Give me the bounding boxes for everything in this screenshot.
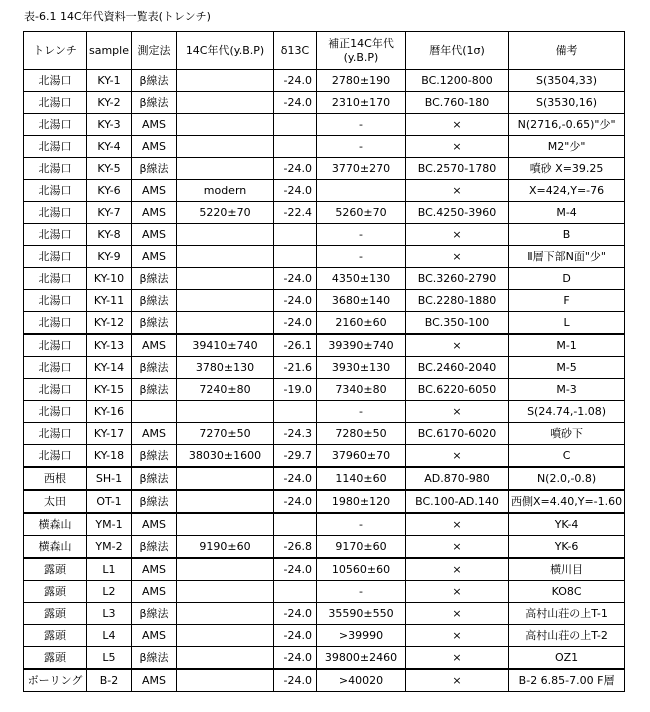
- cell-remarks: N(2.0,-0.8): [509, 467, 625, 490]
- cell-calendar: BC.6170-6020: [406, 423, 509, 445]
- cell-corrected: 39390±740: [317, 334, 406, 357]
- cell-age: [177, 158, 274, 180]
- cell-remarks: X=424,Y=-76: [509, 180, 625, 202]
- cell-delta: [274, 114, 317, 136]
- cell-calendar: ×: [406, 536, 509, 559]
- cell-sample: KY-10: [87, 268, 132, 290]
- cell-age: [177, 647, 274, 670]
- cell-sample: KY-4: [87, 136, 132, 158]
- cell-method: AMS: [132, 669, 177, 692]
- cell-corrected: 9170±60: [317, 536, 406, 559]
- cell-remarks: C: [509, 445, 625, 468]
- cell-delta: -24.0: [274, 603, 317, 625]
- cell-delta: -19.0: [274, 379, 317, 401]
- cell-sample: L5: [87, 647, 132, 670]
- cell-method: AMS: [132, 246, 177, 268]
- cell-corrected: 7280±50: [317, 423, 406, 445]
- cell-remarks: S(3504,33): [509, 70, 625, 92]
- cell-age: [177, 669, 274, 692]
- cell-delta: [274, 581, 317, 603]
- cell-corrected: 2780±190: [317, 70, 406, 92]
- cell-sample: KY-13: [87, 334, 132, 357]
- cell-corrected: 1980±120: [317, 490, 406, 513]
- cell-delta: -24.0: [274, 647, 317, 670]
- cell-remarks: KO8C: [509, 581, 625, 603]
- header-method: 測定法: [132, 32, 177, 70]
- table-row: [24, 603, 625, 625]
- cell-calendar: BC.2280-1880: [406, 290, 509, 312]
- cell-trench: ボーリング: [24, 669, 87, 692]
- header-delta: δ13C: [274, 32, 317, 70]
- cell-age: 7270±50: [177, 423, 274, 445]
- cell-trench: 北湯口: [24, 202, 87, 224]
- cell-delta: -22.4: [274, 202, 317, 224]
- cell-age: [177, 513, 274, 536]
- cell-calendar: BC.2460-2040: [406, 357, 509, 379]
- cell-method: β線法: [132, 536, 177, 559]
- cell-method: AMS: [132, 334, 177, 357]
- cell-corrected: [317, 180, 406, 202]
- cell-delta: [274, 513, 317, 536]
- cell-calendar: BC.1200-800: [406, 70, 509, 92]
- cell-age: 9190±60: [177, 536, 274, 559]
- cell-age: [177, 625, 274, 647]
- cell-delta: -26.8: [274, 536, 317, 559]
- table-row: [24, 625, 625, 647]
- header-row: [24, 32, 625, 70]
- cell-delta: -26.1: [274, 334, 317, 357]
- cell-sample: KY-16: [87, 401, 132, 423]
- cell-trench: 太田: [24, 490, 87, 513]
- cell-remarks: 横川目: [509, 558, 625, 581]
- cell-age: modern: [177, 180, 274, 202]
- cell-delta: -24.0: [274, 70, 317, 92]
- cell-remarks: M-5: [509, 357, 625, 379]
- header-sample: sample: [87, 32, 132, 70]
- cell-remarks: OZ1: [509, 647, 625, 670]
- cell-method: β線法: [132, 92, 177, 114]
- table-row: [24, 357, 625, 379]
- cell-calendar: AD.870-980: [406, 467, 509, 490]
- cell-trench: 北湯口: [24, 290, 87, 312]
- cell-sample: KY-17: [87, 423, 132, 445]
- table-row: [24, 423, 625, 445]
- table-row: [24, 536, 625, 559]
- cell-calendar: ×: [406, 136, 509, 158]
- cell-corrected: 10560±60: [317, 558, 406, 581]
- cell-age: [177, 401, 274, 423]
- cell-remarks: M2"少": [509, 136, 625, 158]
- cell-sample: KY-14: [87, 357, 132, 379]
- cell-delta: [274, 246, 317, 268]
- cell-calendar: ×: [406, 334, 509, 357]
- cell-calendar: BC.4250-3960: [406, 202, 509, 224]
- cell-delta: -24.0: [274, 268, 317, 290]
- cell-method: AMS: [132, 558, 177, 581]
- table-row: [24, 202, 625, 224]
- table-row: [24, 92, 625, 114]
- cell-sample: KY-1: [87, 70, 132, 92]
- cell-sample: KY-11: [87, 290, 132, 312]
- table-row: [24, 136, 625, 158]
- cell-age: [177, 558, 274, 581]
- cell-delta: -24.0: [274, 669, 317, 692]
- cell-remarks: 西側X=4.40,Y=-1.60: [509, 490, 625, 513]
- cell-trench: 露頭: [24, 581, 87, 603]
- cell-remarks: Ⅱ層下部N面"少": [509, 246, 625, 268]
- cell-delta: -21.6: [274, 357, 317, 379]
- cell-method: AMS: [132, 513, 177, 536]
- cell-calendar: ×: [406, 513, 509, 536]
- header-trench: トレンチ: [24, 32, 87, 70]
- cell-age: [177, 467, 274, 490]
- cell-calendar: ×: [406, 669, 509, 692]
- cell-corrected: 39800±2460: [317, 647, 406, 670]
- cell-method: β線法: [132, 467, 177, 490]
- cell-trench: 北湯口: [24, 224, 87, 246]
- cell-remarks: B: [509, 224, 625, 246]
- cell-sample: KY-7: [87, 202, 132, 224]
- table-row: [24, 312, 625, 335]
- cell-age: [177, 290, 274, 312]
- cell-trench: 北湯口: [24, 70, 87, 92]
- header-calendar: 暦年代(1σ): [406, 32, 509, 70]
- cell-sample: KY-9: [87, 246, 132, 268]
- cell-method: β線法: [132, 357, 177, 379]
- cell-age: 7240±80: [177, 379, 274, 401]
- table-row: [24, 224, 625, 246]
- cell-calendar: BC.350-100: [406, 312, 509, 335]
- table-caption: 表-6.1 14C年代資料一覧表(トレンチ): [24, 10, 211, 23]
- cell-delta: [274, 224, 317, 246]
- table-row: [24, 669, 625, 692]
- cell-sample: KY-6: [87, 180, 132, 202]
- cell-remarks: S(24.74,-1.08): [509, 401, 625, 423]
- cell-trench: 北湯口: [24, 114, 87, 136]
- cell-sample: OT-1: [87, 490, 132, 513]
- cell-remarks: D: [509, 268, 625, 290]
- cell-delta: -24.0: [274, 180, 317, 202]
- cell-corrected: >39990: [317, 625, 406, 647]
- cell-delta: -24.0: [274, 158, 317, 180]
- cell-age: [177, 136, 274, 158]
- cell-corrected: 3930±130: [317, 357, 406, 379]
- table-wrapper: [23, 31, 625, 692]
- cell-delta: -24.0: [274, 558, 317, 581]
- cell-method: AMS: [132, 224, 177, 246]
- cell-corrected: -: [317, 513, 406, 536]
- cell-delta: [274, 136, 317, 158]
- table-row: [24, 158, 625, 180]
- cell-calendar: BC.760-180: [406, 92, 509, 114]
- cell-trench: 北湯口: [24, 445, 87, 468]
- cell-method: β線法: [132, 647, 177, 670]
- cell-age: [177, 224, 274, 246]
- cell-method: AMS: [132, 625, 177, 647]
- cell-method: β線法: [132, 445, 177, 468]
- cell-remarks: M-1: [509, 334, 625, 357]
- table-row: [24, 490, 625, 513]
- cell-method: β線法: [132, 70, 177, 92]
- cell-method: AMS: [132, 202, 177, 224]
- cell-corrected: -: [317, 401, 406, 423]
- cell-calendar: ×: [406, 114, 509, 136]
- cell-calendar: ×: [406, 445, 509, 468]
- cell-sample: KY-12: [87, 312, 132, 335]
- cell-corrected: 7340±80: [317, 379, 406, 401]
- cell-corrected: -: [317, 224, 406, 246]
- cell-trench: 露頭: [24, 647, 87, 670]
- cell-trench: 北湯口: [24, 357, 87, 379]
- cell-sample: L3: [87, 603, 132, 625]
- table-row: [24, 246, 625, 268]
- header-remarks: 備考: [509, 32, 625, 70]
- cell-method: [132, 401, 177, 423]
- cell-trench: 北湯口: [24, 401, 87, 423]
- table-row: [24, 379, 625, 401]
- cell-method: AMS: [132, 114, 177, 136]
- cell-trench: 北湯口: [24, 158, 87, 180]
- cell-calendar: BC.3260-2790: [406, 268, 509, 290]
- table-row: [24, 290, 625, 312]
- cell-calendar: BC.6220-6050: [406, 379, 509, 401]
- table-row: [24, 334, 625, 357]
- cell-trench: 露頭: [24, 558, 87, 581]
- cell-corrected: -: [317, 114, 406, 136]
- cell-remarks: 噴砂下: [509, 423, 625, 445]
- cell-remarks: F: [509, 290, 625, 312]
- cell-trench: 北湯口: [24, 246, 87, 268]
- cell-remarks: S(3530,16): [509, 92, 625, 114]
- cell-delta: [274, 401, 317, 423]
- cell-method: β線法: [132, 603, 177, 625]
- cell-delta: -24.0: [274, 290, 317, 312]
- table-row: [24, 445, 625, 468]
- cell-calendar: ×: [406, 581, 509, 603]
- cell-corrected: 1140±60: [317, 467, 406, 490]
- cell-trench: 北湯口: [24, 312, 87, 335]
- cell-age: [177, 490, 274, 513]
- cell-sample: L2: [87, 581, 132, 603]
- cell-age: [177, 246, 274, 268]
- cell-sample: SH-1: [87, 467, 132, 490]
- cell-method: β線法: [132, 379, 177, 401]
- table-row: [24, 513, 625, 536]
- table-row: [24, 647, 625, 670]
- cell-corrected: -: [317, 581, 406, 603]
- cell-method: AMS: [132, 136, 177, 158]
- cell-trench: 北湯口: [24, 268, 87, 290]
- cell-calendar: ×: [406, 180, 509, 202]
- cell-calendar: ×: [406, 625, 509, 647]
- cell-remarks: M-4: [509, 202, 625, 224]
- table-row: [24, 180, 625, 202]
- cell-trench: 西根: [24, 467, 87, 490]
- cell-trench: 北湯口: [24, 334, 87, 357]
- cell-sample: KY-18: [87, 445, 132, 468]
- cell-delta: -24.0: [274, 625, 317, 647]
- table-row: [24, 581, 625, 603]
- cell-sample: KY-5: [87, 158, 132, 180]
- cell-sample: YM-2: [87, 536, 132, 559]
- header-corrected-line2: (y.B.P): [343, 50, 379, 64]
- cell-calendar: ×: [406, 224, 509, 246]
- cell-delta: -24.0: [274, 467, 317, 490]
- cell-corrected: -: [317, 246, 406, 268]
- cell-remarks: 高村山荘の上T-2: [509, 625, 625, 647]
- cell-age: [177, 92, 274, 114]
- cell-calendar: ×: [406, 246, 509, 268]
- cell-remarks: M-3: [509, 379, 625, 401]
- cell-corrected: -: [317, 136, 406, 158]
- cell-corrected: >40020: [317, 669, 406, 692]
- cell-calendar: BC.100-AD.140: [406, 490, 509, 513]
- cell-sample: B-2: [87, 669, 132, 692]
- cell-trench: 露頭: [24, 625, 87, 647]
- cell-remarks: 高村山荘の上T-1: [509, 603, 625, 625]
- table-row: [24, 114, 625, 136]
- cell-corrected: 35590±550: [317, 603, 406, 625]
- cell-age: 39410±740: [177, 334, 274, 357]
- cell-corrected: 37960±70: [317, 445, 406, 468]
- cell-age: 38030±1600: [177, 445, 274, 468]
- cell-sample: YM-1: [87, 513, 132, 536]
- cell-remarks: B-2 6.85-7.00 F層: [509, 669, 625, 692]
- cell-trench: 北湯口: [24, 136, 87, 158]
- cell-age: 3780±130: [177, 357, 274, 379]
- cell-corrected: 4350±130: [317, 268, 406, 290]
- cell-calendar: ×: [406, 647, 509, 670]
- cell-delta: -24.0: [274, 490, 317, 513]
- cell-corrected: 2160±60: [317, 312, 406, 335]
- radiocarbon-table: [23, 31, 625, 692]
- cell-remarks: 噴砂 X=39.25: [509, 158, 625, 180]
- cell-corrected: 3680±140: [317, 290, 406, 312]
- cell-trench: 露頭: [24, 603, 87, 625]
- cell-corrected: 5260±70: [317, 202, 406, 224]
- table-row: [24, 70, 625, 92]
- cell-calendar: ×: [406, 401, 509, 423]
- cell-calendar: BC.2570-1780: [406, 158, 509, 180]
- cell-trench: 横森山: [24, 536, 87, 559]
- cell-age: [177, 70, 274, 92]
- cell-corrected: 2310±170: [317, 92, 406, 114]
- cell-sample: L1: [87, 558, 132, 581]
- cell-delta: -24.3: [274, 423, 317, 445]
- cell-sample: KY-15: [87, 379, 132, 401]
- cell-delta: -24.0: [274, 92, 317, 114]
- cell-method: β線法: [132, 158, 177, 180]
- cell-age: [177, 268, 274, 290]
- cell-delta: -29.7: [274, 445, 317, 468]
- cell-age: [177, 114, 274, 136]
- cell-sample: L4: [87, 625, 132, 647]
- cell-remarks: L: [509, 312, 625, 335]
- cell-method: AMS: [132, 581, 177, 603]
- cell-age: [177, 312, 274, 335]
- cell-method: β線法: [132, 490, 177, 513]
- table-body: [24, 70, 625, 692]
- cell-sample: KY-2: [87, 92, 132, 114]
- cell-trench: 北湯口: [24, 92, 87, 114]
- cell-trench: 北湯口: [24, 180, 87, 202]
- cell-age: [177, 603, 274, 625]
- header-corrected-line1: 補正14C年代: [328, 36, 394, 50]
- cell-remarks: N(2716,-0.65)"少": [509, 114, 625, 136]
- cell-calendar: ×: [406, 603, 509, 625]
- cell-age: [177, 581, 274, 603]
- cell-trench: 北湯口: [24, 379, 87, 401]
- cell-remarks: YK-4: [509, 513, 625, 536]
- cell-method: β線法: [132, 312, 177, 335]
- cell-method: AMS: [132, 180, 177, 202]
- cell-remarks: YK-6: [509, 536, 625, 559]
- cell-sample: KY-3: [87, 114, 132, 136]
- cell-trench: 横森山: [24, 513, 87, 536]
- header-corrected: [317, 32, 406, 70]
- cell-method: β線法: [132, 290, 177, 312]
- table-row: [24, 467, 625, 490]
- table-row: [24, 558, 625, 581]
- cell-calendar: ×: [406, 558, 509, 581]
- cell-method: β線法: [132, 268, 177, 290]
- cell-method: AMS: [132, 423, 177, 445]
- cell-delta: -24.0: [274, 312, 317, 335]
- table-row: [24, 401, 625, 423]
- cell-age: 5220±70: [177, 202, 274, 224]
- cell-corrected: 3770±270: [317, 158, 406, 180]
- header-age: 14C年代(y.B.P): [177, 32, 274, 70]
- cell-sample: KY-8: [87, 224, 132, 246]
- cell-trench: 北湯口: [24, 423, 87, 445]
- table-row: [24, 268, 625, 290]
